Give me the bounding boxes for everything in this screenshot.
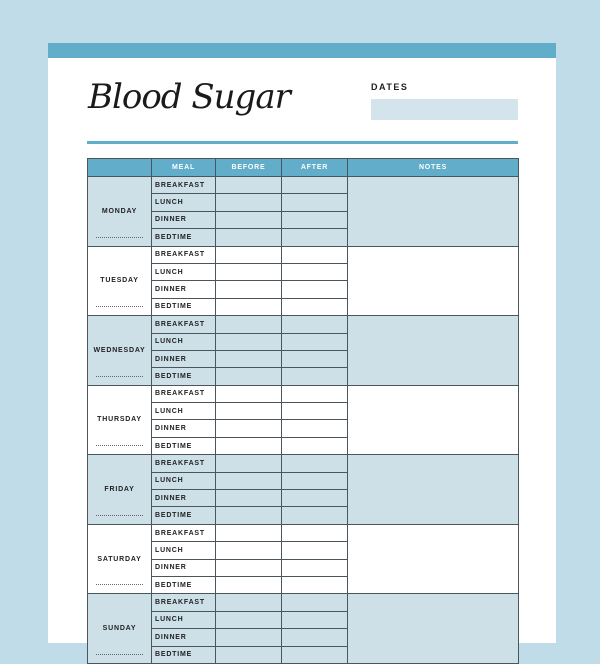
- before-cell[interactable]: [216, 611, 282, 628]
- before-cell[interactable]: [216, 524, 282, 541]
- after-cell[interactable]: [282, 507, 348, 524]
- day-cell: [88, 316, 152, 386]
- before-cell[interactable]: [216, 437, 282, 454]
- before-cell[interactable]: [216, 455, 282, 472]
- meal-label: DINNER: [152, 211, 216, 228]
- after-cell[interactable]: [282, 455, 348, 472]
- meal-label: BREAKFAST: [152, 524, 216, 541]
- date-line[interactable]: [96, 376, 143, 377]
- after-cell[interactable]: [282, 629, 348, 646]
- meal-label: LUNCH: [152, 403, 216, 420]
- meal-label: DINNER: [152, 350, 216, 367]
- meal-label: LUNCH: [152, 263, 216, 280]
- date-line[interactable]: [96, 306, 143, 307]
- header-notes: NOTES: [348, 159, 519, 177]
- date-line[interactable]: [96, 584, 143, 585]
- after-cell[interactable]: [282, 194, 348, 211]
- before-cell[interactable]: [216, 559, 282, 576]
- day-label: SATURDAY: [97, 555, 142, 563]
- meal-label: BEDTIME: [152, 368, 216, 385]
- before-cell[interactable]: [216, 420, 282, 437]
- before-cell[interactable]: [216, 333, 282, 350]
- before-cell[interactable]: [216, 507, 282, 524]
- before-cell[interactable]: [216, 177, 282, 194]
- day-cell: [88, 246, 152, 316]
- before-cell[interactable]: [216, 490, 282, 507]
- meal-label: LUNCH: [152, 194, 216, 211]
- before-cell[interactable]: [216, 350, 282, 367]
- before-cell[interactable]: [216, 211, 282, 228]
- notes-cell[interactable]: [348, 455, 519, 525]
- header-day: [88, 159, 152, 177]
- table-row: [88, 385, 519, 402]
- day-label: SUNDAY: [102, 625, 137, 633]
- before-cell[interactable]: [216, 403, 282, 420]
- after-cell[interactable]: [282, 472, 348, 489]
- after-cell[interactable]: [282, 385, 348, 402]
- after-cell[interactable]: [282, 542, 348, 559]
- meal-label: BEDTIME: [152, 437, 216, 454]
- day-label: FRIDAY: [104, 486, 135, 494]
- day-label: MONDAY: [101, 207, 138, 215]
- before-cell[interactable]: [216, 594, 282, 611]
- before-cell[interactable]: [216, 368, 282, 385]
- meal-label: LUNCH: [152, 333, 216, 350]
- header-row: [88, 159, 519, 177]
- page-title: Blood Sugar: [88, 77, 290, 117]
- after-cell[interactable]: [282, 490, 348, 507]
- meal-label: BEDTIME: [152, 507, 216, 524]
- after-cell[interactable]: [282, 229, 348, 246]
- log-page: [48, 43, 556, 659]
- after-cell[interactable]: [282, 420, 348, 437]
- blood-sugar-table: [87, 158, 519, 664]
- before-cell[interactable]: [216, 385, 282, 402]
- after-cell[interactable]: [282, 263, 348, 280]
- meal-label: BEDTIME: [152, 576, 216, 593]
- before-cell[interactable]: [216, 194, 282, 211]
- table-row: [88, 246, 519, 263]
- after-cell[interactable]: [282, 246, 348, 263]
- before-cell[interactable]: [216, 472, 282, 489]
- meal-label: DINNER: [152, 420, 216, 437]
- meal-label: DINNER: [152, 559, 216, 576]
- table-row: [88, 316, 519, 333]
- dates-label: DATES: [371, 82, 409, 92]
- meal-label: BEDTIME: [152, 646, 216, 663]
- after-cell[interactable]: [282, 281, 348, 298]
- after-cell[interactable]: [282, 368, 348, 385]
- date-line[interactable]: [96, 654, 143, 655]
- after-cell[interactable]: [282, 177, 348, 194]
- table-row: [88, 524, 519, 541]
- after-cell[interactable]: [282, 559, 348, 576]
- meal-label: DINNER: [152, 629, 216, 646]
- table-row: [88, 455, 519, 472]
- before-cell[interactable]: [216, 316, 282, 333]
- divider: [87, 141, 518, 144]
- before-cell[interactable]: [216, 281, 282, 298]
- after-cell[interactable]: [282, 576, 348, 593]
- before-cell[interactable]: [216, 246, 282, 263]
- table-row: [88, 177, 519, 194]
- day-cell: [88, 524, 152, 594]
- after-cell[interactable]: [282, 611, 348, 628]
- date-line[interactable]: [96, 237, 143, 238]
- meal-label: BREAKFAST: [152, 455, 216, 472]
- after-cell[interactable]: [282, 646, 348, 663]
- day-cell: [88, 177, 152, 247]
- before-cell[interactable]: [216, 263, 282, 280]
- before-cell[interactable]: [216, 646, 282, 663]
- meal-label: LUNCH: [152, 472, 216, 489]
- after-cell[interactable]: [282, 298, 348, 315]
- day-cell: [88, 594, 152, 664]
- day-label: WEDNESDAY: [93, 346, 146, 354]
- day-label: TUESDAY: [100, 277, 139, 285]
- before-cell[interactable]: [216, 229, 282, 246]
- notes-cell[interactable]: [348, 594, 519, 664]
- meal-label: LUNCH: [152, 542, 216, 559]
- after-cell[interactable]: [282, 350, 348, 367]
- date-line[interactable]: [96, 445, 143, 446]
- header-meal: MEAL: [152, 159, 216, 177]
- after-cell[interactable]: [282, 316, 348, 333]
- meal-label: BREAKFAST: [152, 246, 216, 263]
- notes-cell[interactable]: [348, 246, 519, 316]
- meal-label: DINNER: [152, 490, 216, 507]
- meal-label: BEDTIME: [152, 298, 216, 315]
- notes-cell[interactable]: [348, 177, 519, 247]
- before-cell[interactable]: [216, 576, 282, 593]
- meal-label: BREAKFAST: [152, 385, 216, 402]
- after-cell[interactable]: [282, 333, 348, 350]
- meal-label: BREAKFAST: [152, 316, 216, 333]
- before-cell[interactable]: [216, 298, 282, 315]
- notes-cell[interactable]: [348, 385, 519, 455]
- header-after: AFTER: [282, 159, 348, 177]
- day-label: THURSDAY: [97, 416, 142, 424]
- header-before: BEFORE: [216, 159, 282, 177]
- notes-cell[interactable]: [348, 524, 519, 594]
- after-cell[interactable]: [282, 524, 348, 541]
- after-cell[interactable]: [282, 403, 348, 420]
- meal-label: BREAKFAST: [152, 177, 216, 194]
- meal-label: LUNCH: [152, 611, 216, 628]
- table-row: [88, 594, 519, 611]
- day-cell: [88, 455, 152, 525]
- after-cell[interactable]: [282, 437, 348, 454]
- after-cell[interactable]: [282, 211, 348, 228]
- day-cell: [88, 385, 152, 455]
- after-cell[interactable]: [282, 594, 348, 611]
- date-line[interactable]: [96, 515, 143, 516]
- dates-field[interactable]: [371, 99, 518, 120]
- top-accent-bar: [48, 43, 556, 58]
- meal-label: BEDTIME: [152, 229, 216, 246]
- before-cell[interactable]: [216, 542, 282, 559]
- notes-cell[interactable]: [348, 316, 519, 386]
- meal-label: DINNER: [152, 281, 216, 298]
- before-cell[interactable]: [216, 629, 282, 646]
- meal-label: BREAKFAST: [152, 594, 216, 611]
